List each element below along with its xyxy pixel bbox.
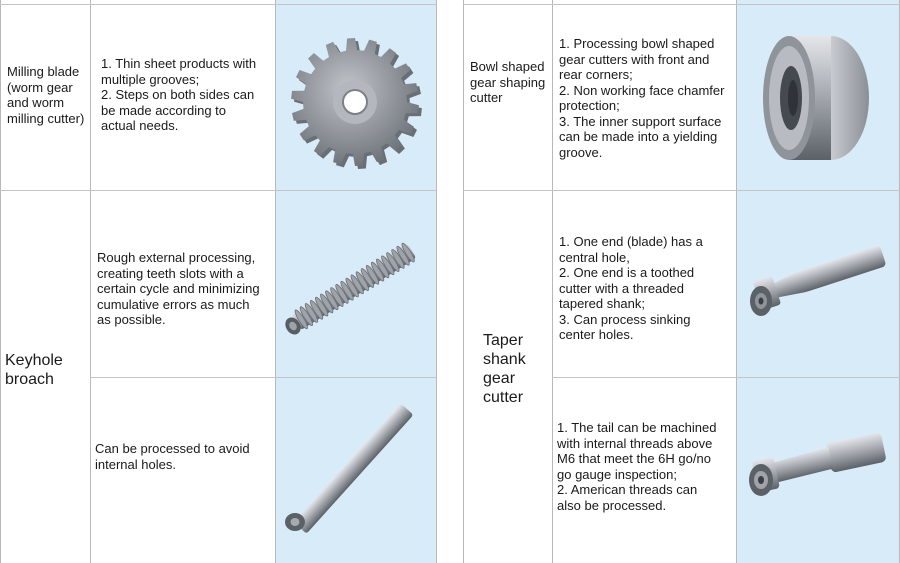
taper-shank-cutter-icon [743, 240, 893, 330]
gear-milling-cutter-icon [285, 32, 425, 172]
row-name-keyhole-broach: Keyhole broach [5, 352, 63, 388]
grid-line [275, 0, 276, 563]
grid-line [0, 4, 437, 5]
smooth-broach-icon [278, 404, 430, 534]
grid-line [463, 0, 464, 563]
row-description-taper-shank-2: 1. The tail can be machined with internal threads above M6 that meet the 6H go/no go gauge inspection; 2. American threads can also be processed. [557, 420, 717, 513]
right-table [463, 0, 900, 563]
row-name-milling-blade: Milling blade (worm gear and worm milling cutter) [7, 64, 85, 126]
bowl-cutter-icon [761, 28, 873, 168]
threaded-broach-icon [278, 232, 428, 342]
grid-line [463, 190, 900, 191]
left-table [0, 0, 437, 563]
grid-line [552, 377, 900, 378]
grid-line [0, 0, 1, 563]
row-name-taper-shank-cutter: Taper shank gear cutter [483, 332, 526, 406]
grid-line [0, 190, 437, 191]
row-description-bowl-cutter: 1. Processing bowl shaped gear cutters with front and rear corners; 2. Non working face chamfer protection; 3. The inner support surface can be made into a yielding groove. [559, 36, 725, 160]
grid-line [436, 0, 437, 563]
row-name-bowl-cutter: Bowl shaped gear shaping cutter [470, 59, 546, 105]
row-description-keyhole-broach-1: Rough external processing, creating teeth slots with a certain cycle and minimizing cumulative errors as much as possible. [97, 250, 260, 327]
row-description-taper-shank-1: 1. One end (blade) has a central hole, 2. One end is a toothed cutter with a threaded tapered shank; 3. Can process sinking center holes. [559, 234, 703, 342]
row-description-milling-blade: 1. Thin sheet products with multiple grooves; 2. Steps on both sides can be made according to actual needs. [101, 56, 257, 133]
grid-line [90, 377, 437, 378]
taper-shank-cutter-threaded-icon [741, 428, 893, 512]
row-description-keyhole-broach-2: Can be processed to avoid internal holes. [95, 441, 250, 472]
grid-line [463, 4, 900, 5]
